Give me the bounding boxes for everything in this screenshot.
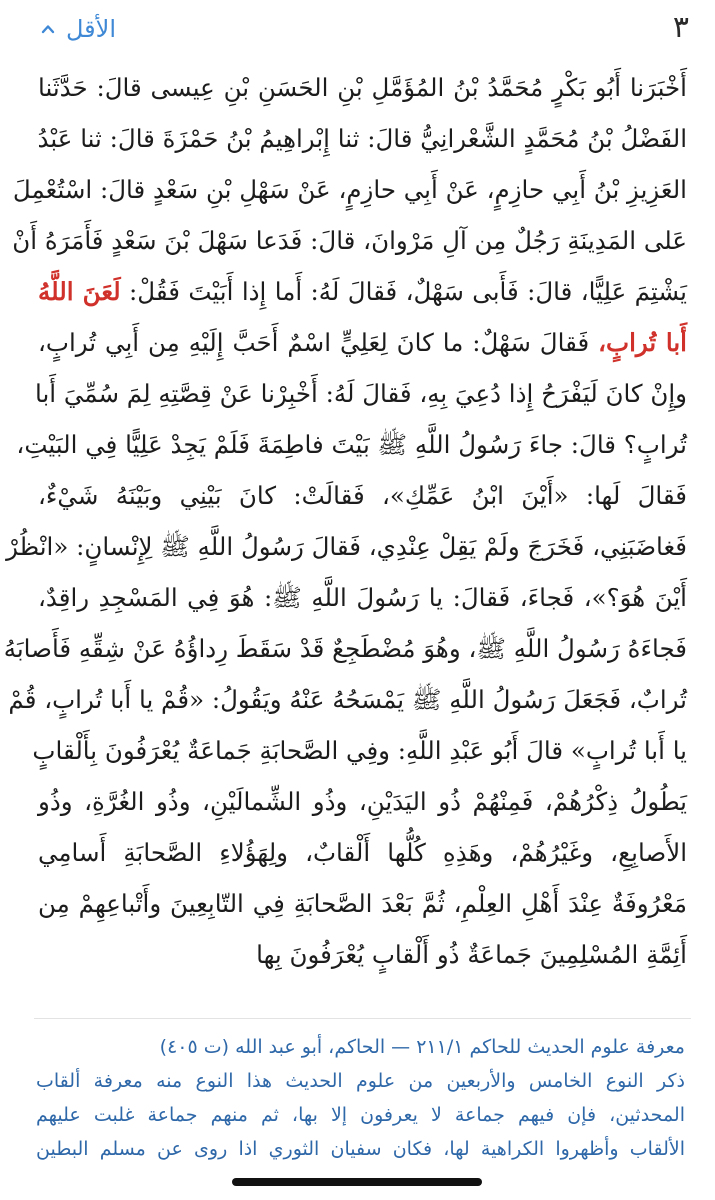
text-line: أَخْبَرَنا أَبُو بَكْرٍ مُحَمَّدُ بْنُ المُؤَمَّلِ بْنِ الحَسَنِ بْنِ عِيسى قالَ: حَدَّثَنا — [38, 73, 687, 102]
chevron-up-icon — [40, 21, 56, 37]
text-line: الفَضْلُ بْنُ مُحَمَّدٍ الشَّعْرانِيُّ قالَ: ثنا إِبْراهِيمُ بْنُ حَمْزَةَ قالَ: ثنا عَبْدُ — [37, 124, 687, 153]
text-line: أَيْنَ هُوَ؟»، فَجاءَ، فَقالَ: يا رَسُولَ اللَّهِ ﷺ: هُوَ فِي المَسْجِدِ راقِدٌ، — [38, 583, 687, 612]
source-note — [36, 1030, 685, 1166]
hadith-text — [3, 62, 687, 980]
text-line — [38, 266, 687, 317]
text-line: يا أَبا تُرابٍ» قالَ أَبُو عَبْدِ اللَّهِ: وفِي الصَّحابَةِ جَماعَةٌ يُعْرَفُونَ بِأَلْقابٍ — [32, 736, 687, 765]
text-line: تُرابٍ؟ قالَ: جاءَ رَسُولُ اللَّهِ ﷺ بَيْتَ فاطِمَةَ فَلَمْ يَجِدْ عَلِيًّا فِي البَيْتِ، — [16, 430, 687, 459]
text-line: فَجاءَهُ رَسُولُ اللَّهِ ﷺ، وهُوَ مُضْطَجِعٌ قَدْ سَقَطَ رِداؤُهُ عَنْ شِقِّهِ فَأَصابَهُ — [3, 634, 687, 663]
source-excerpt-line: ذكر النوع الخامس والأربعين من علوم الحديث هذا النوع منه معرفة ألقاب — [36, 1070, 685, 1092]
text-line: مَعْرُوفَةٌ عِنْدَ أَهْلِ العِلْمِ، ثُمَّ بَعْدَ الصَّحابَةِ فِي التّابِعِينَ وأَتْباعِهِمْ مِن — [38, 889, 687, 918]
highlighted-phrase: أَبا تُرابٍ، — [598, 328, 687, 357]
text-line: عَلى المَدِينَةِ رَجُلٌ مِن آلِ مَرْوانَ، قالَ: فَدَعا سَهْلَ بْنَ سَعْدٍ فَأَمَرَهُ أَنْ — [12, 226, 687, 255]
source-citation-link[interactable]: معرفة علوم الحديث للحاكم ٢١١/١ — الحاكم، أبو عبد الله (ت ٤٠٥) — [159, 1036, 685, 1058]
text-line: وإِنْ كانَ لَيَفْرَحُ إِذا دُعِيَ بِهِ، فَقالَ لَهُ: أَخْبِرْنا عَنْ قِصَّتِهِ لِمَ سُمِّيَ أَبا — [34, 379, 687, 408]
text-line: فَقالَ لَها: «أَيْنَ ابْنُ عَمِّكِ»، فَقالَتْ: كانَ بَيْنِي وبَيْنَهُ شَيْءٌ، — [38, 481, 687, 510]
text-line: فَغاضَبَنِي، فَخَرَجَ ولَمْ يَقِلْ عِنْدِي، فَقالَ رَسُولُ اللَّهِ ﷺ لِإِنْسانٍ: «انْظُرْ — [6, 532, 687, 561]
text-line: تُرابٌ، فَجَعَلَ رَسُولُ اللَّهِ ﷺ يَمْسَحُهُ عَنْهُ ويَقُولُ: «قُمْ يا أَبا تُرابٍ، قُمْ — [8, 685, 687, 714]
home-indicator[interactable] — [232, 1178, 482, 1186]
source-excerpt-line: الألقاب وأظهروا الكراهية لها، فكان سفيان الثوري اذا روى عن مسلم البطين — [36, 1138, 685, 1160]
text-segment: فَقالَ سَهْلٌ: ما كانَ لِعَلِيٍّ اسْمٌ أَحَبَّ إِلَيْهِ مِن أَبِي تُرابٍ، — [38, 328, 590, 357]
text-line: العَزِيزِ بْنُ أَبِي حازِمٍ، عَنْ أَبِي حازِمٍ، عَنْ سَهْلِ بْنِ سَعْدٍ قالَ: اسْتُعْمِلَ — [12, 175, 687, 204]
highlighted-phrase: لَعَنَ اللَّهُ — [38, 277, 121, 306]
page-number: ٣ — [672, 10, 689, 45]
collapse-toggle-button[interactable] — [40, 12, 116, 46]
source-excerpt-line: المحدثين، فإن فيهم جماعة لا يعرفون إلا بها، ثم منهم جماعة غلبت عليهم — [36, 1104, 685, 1126]
section-divider — [34, 1018, 691, 1019]
text-line: الأَصابِعِ، وغَيْرُهُمْ، وهَذِهِ كُلُّها أَلْقابٌ، ولِهَؤُلاءِ الصَّحابَةِ أَسامِي — [38, 838, 687, 867]
page-header — [0, 0, 715, 56]
text-segment: يَشْتِمَ عَلِيًّا، قالَ: فَأَبى سَهْلٌ، فَقالَ لَهُ: أَما إِذا أَبَيْتَ فَقُلْ: — [129, 277, 687, 306]
text-line: يَطُولُ ذِكْرُهُمْ، فَمِنْهُمْ ذُو اليَدَيْنِ، وذُو الشِّمالَيْنِ، وذُو الغُرَّةِ، وذُو — [38, 787, 687, 816]
text-line — [38, 317, 687, 368]
text-line: أَئِمَّةِ المُسْلِمِينَ جَماعَةٌ ذُو أَلْقابٍ يُعْرَفُونَ بِها — [256, 940, 687, 969]
collapse-label: الأقل — [66, 15, 117, 43]
